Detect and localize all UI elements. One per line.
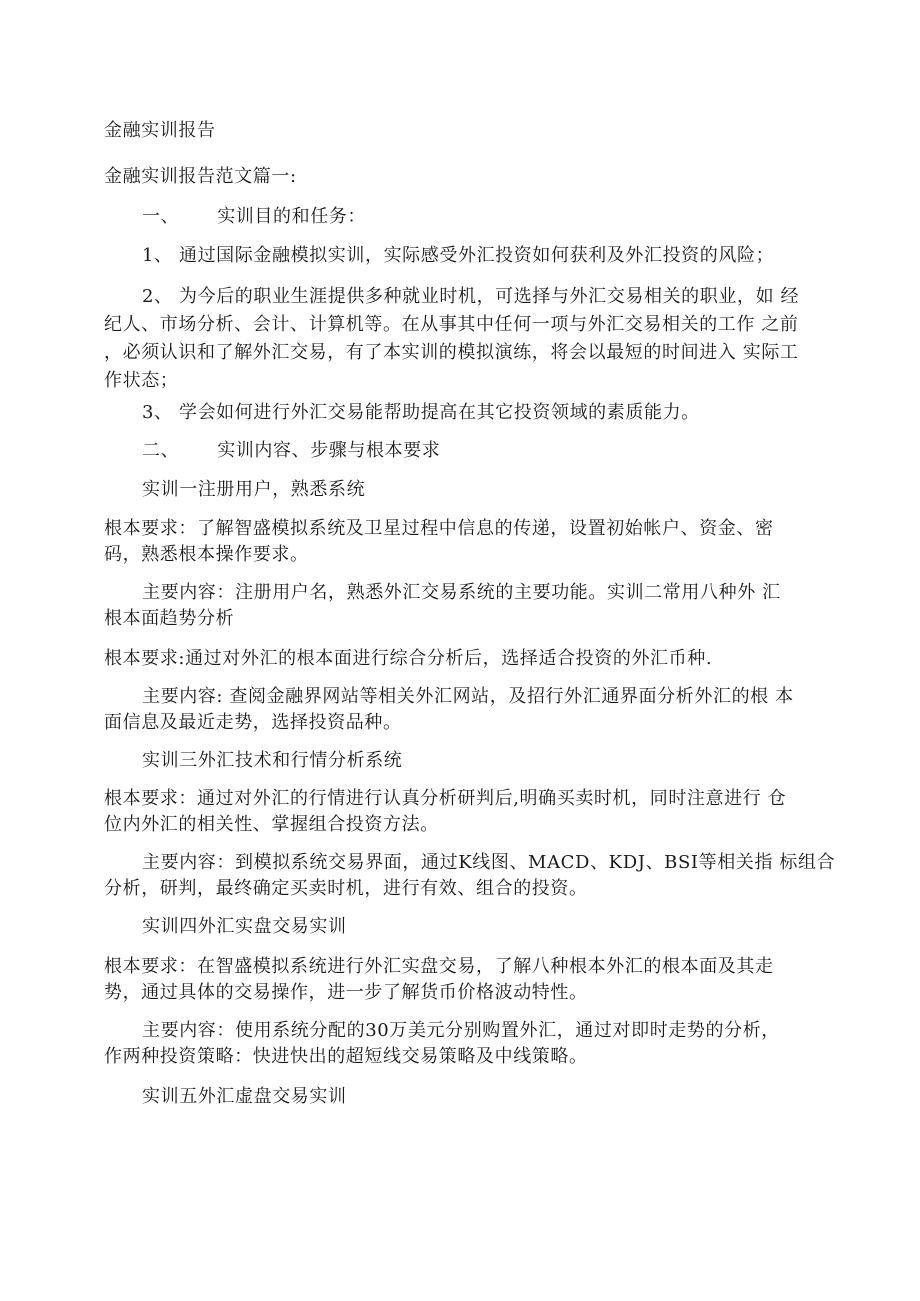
lab3-requirement-line2: 位内外汇的相关性、掌握组合投资方法。: [104, 814, 439, 835]
section1-item2-line2: 纪人、市场分析、会计、计算机等。在从事其中任何一项与外汇交易相关的工作 之前: [104, 314, 799, 335]
section1-item2-line3: ，必须认识和了解外汇交易，有了本实训的模拟演练，将会以最短的时间进入 实际工: [104, 342, 799, 363]
section2-heading: [142, 438, 440, 464]
section1-number: 一、: [142, 206, 180, 227]
document-title: 金融实训报告: [104, 120, 216, 141]
lab4-requirement-line1: 根本要求：在智盛模拟系统进行外汇实盘交易，了解八种根本外汇的根本面及其走: [104, 956, 774, 977]
lab1-requirement-line1: 根本要求：了解智盛模拟系统及卫星过程中信息的传递，设置初始帐户、资金、密: [104, 518, 774, 539]
lab4-content-line2: 作两种投资策略：快进快出的超短线交易策略及中线策略。: [104, 1046, 588, 1067]
lab1-content-line2: 根本面趋势分析: [104, 608, 235, 629]
lab3-title: 实训三外汇技术和行情分析系统: [142, 750, 403, 771]
lab2-requirement: 根本要求:通过对外汇的根本面进行综合分析后，选择适合投资的外汇币种.: [104, 648, 713, 669]
lab3-requirement-line1: 根本要求：通过对外汇的行情进行认真分析研判后,明确买卖时机，同时注意进行 仓: [104, 788, 787, 809]
lab2-content-line2: 面信息及最近走势，选择投资品种。: [104, 712, 402, 733]
section2-number: 二、: [142, 440, 180, 461]
lab4-requirement-line2: 势，通过具体的交易操作，进一步了解货币价格波动特性。: [104, 982, 588, 1003]
section1-heading: [142, 204, 366, 230]
lab1-requirement-line2: 码，熟悉根本操作要求。: [104, 544, 309, 565]
lab5-title: 实训五外汇虚盘交易实训: [142, 1086, 347, 1107]
section1-item2-line4: 作状态；: [104, 370, 179, 391]
lab4-content-line1: 主要内容：使用系统分配的30万美元分别购置外汇，通过对即时走势的分析，: [142, 1020, 780, 1041]
lab1-content-line1: 主要内容：注册用户名，熟悉外汇交易系统的主要功能。实训二常用八种外 汇: [142, 582, 781, 603]
section1-item3: 3、 学会如何进行外汇交易能帮助提高在其它投资领域的素质能力。: [142, 402, 700, 423]
section1-title: 实训目的和任务：: [217, 206, 367, 227]
lab3-content-line1: 主要内容：到模拟系统交易界面，通过K线图、MACD、KDJ、BSI等相关指 标组合: [142, 852, 836, 873]
lab3-content-line2: 分析，研判，最终确定买卖时机，进行有效、组合的投资。: [104, 878, 588, 899]
document-subtitle: 金融实训报告范文篇一:: [104, 166, 297, 187]
lab1-title: 实训一注册用户，熟悉系统: [142, 479, 366, 500]
lab4-title: 实训四外汇实盘交易实训: [142, 916, 347, 937]
lab2-content-line1: 主要内容: 查阅金融界网站等相关外汇网站，及招行外汇通界面分析外汇的根 本: [142, 686, 794, 707]
section1-item2-line1: 2、 为今后的职业生涯提供多种就业时机，可选择与外汇交易相关的职业，如 经: [142, 286, 800, 307]
section1-item1: 1、 通过国际金融模拟实训，实际感受外汇投资如何获利及外汇投资的风险；: [142, 245, 775, 266]
section2-title: 实训内容、步骤与根本要求: [217, 440, 441, 461]
